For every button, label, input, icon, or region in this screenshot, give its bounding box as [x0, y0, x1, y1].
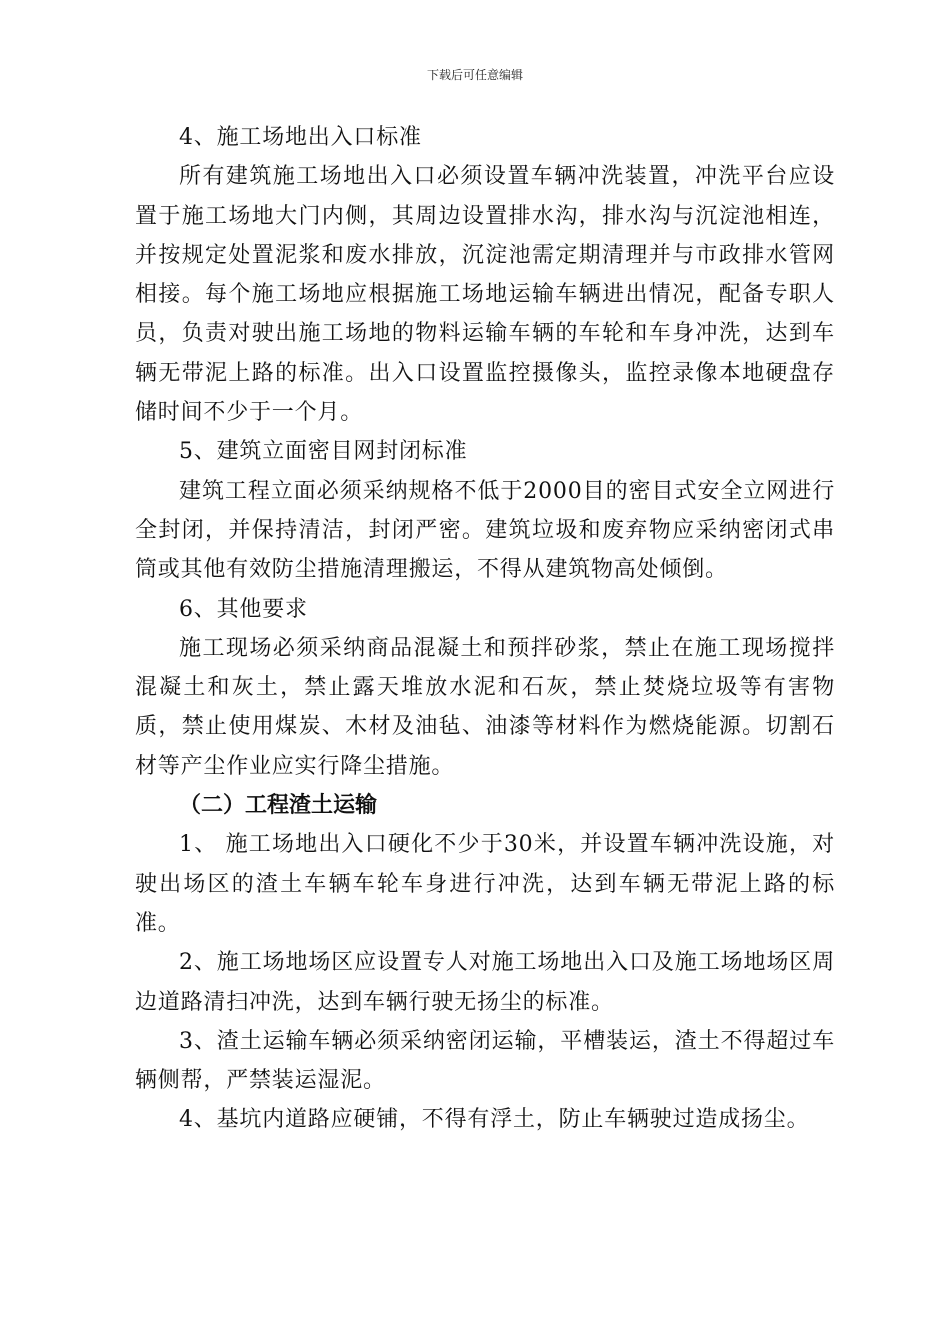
paragraph-net-enclosure: 建筑工程立面必须采纳规格不低于2000目的密目式安全立网进行全封闭，并保持清洁，封闭严密。建筑垃圾和废弃物应采纳密闭式串筒或其他有效防尘措施清理搬运，不得从建筑物高处倾倒。	[135, 478, 835, 583]
paragraph-item-3: 3、渣土运输车辆必须采纳密闭运输，平槽装运，渣土不得超过车辆侧帮，严禁装运湿泥。	[135, 1028, 835, 1094]
paragraph-heading-5: 5、建筑立面密目网封闭标准	[179, 439, 468, 465]
paragraph-item-1: 1、 施工场地出入口硬化不少于30米，并设置车辆冲洗设施，对驶出场区的渣土车辆车轮车身进行冲洗，达到车辆无带泥上路的标准。	[135, 832, 835, 936]
paragraph-other-requirements: 施工现场必须采纳商品混凝土和预拌砂浆，禁止在施工现场搅拌混凝土和灰土，禁止露天堆放水泥和石灰，禁止焚烧垃圾等有害物质，禁止使用煤炭、木材及油毡、油漆等材料作为燃烧能源。切割石材等产尘作业应实行降尘措施。	[135, 635, 835, 779]
paragraph-item-2: 2、施工场地场区应设置专人对施工场地出入口及施工场地场区周边道路清扫冲洗，达到车辆行驶无扬尘的标准。	[135, 950, 835, 1015]
section-heading-muck-transport: （二）工程渣土运输	[179, 793, 378, 819]
paragraph-item-4: 4、基坑内道路应硬铺，不得有浮土，防止车辆驶过造成扬尘。	[179, 1107, 810, 1133]
document-body	[135, 118, 835, 1140]
header-note: 下载后可任意编辑	[426, 68, 523, 82]
paragraph-heading-4: 4、施工场地出入口标准	[179, 125, 422, 150]
paragraph-entrance-standard: 所有建筑施工场地出入口必须设置车辆冲洗装置，冲洗平台应设置于施工场地大门内侧，其周边设置排水沟，排水沟与沉淀池相连，并按规定处置泥浆和废水排放，沉淀池需定期清理并与市政排水管网相接。每个施工场地应根据施工场地运输车辆进出情况，配备专职人员，负责对驶出施工场地的物料运输车辆的车轮和车身冲洗，达到车辆无带泥上路的标准。出入口设置监控摄像头，监控录像本地硬盘存储时间不少于一个月。	[135, 164, 835, 426]
paragraph-heading-6: 6、其他要求	[179, 596, 308, 622]
